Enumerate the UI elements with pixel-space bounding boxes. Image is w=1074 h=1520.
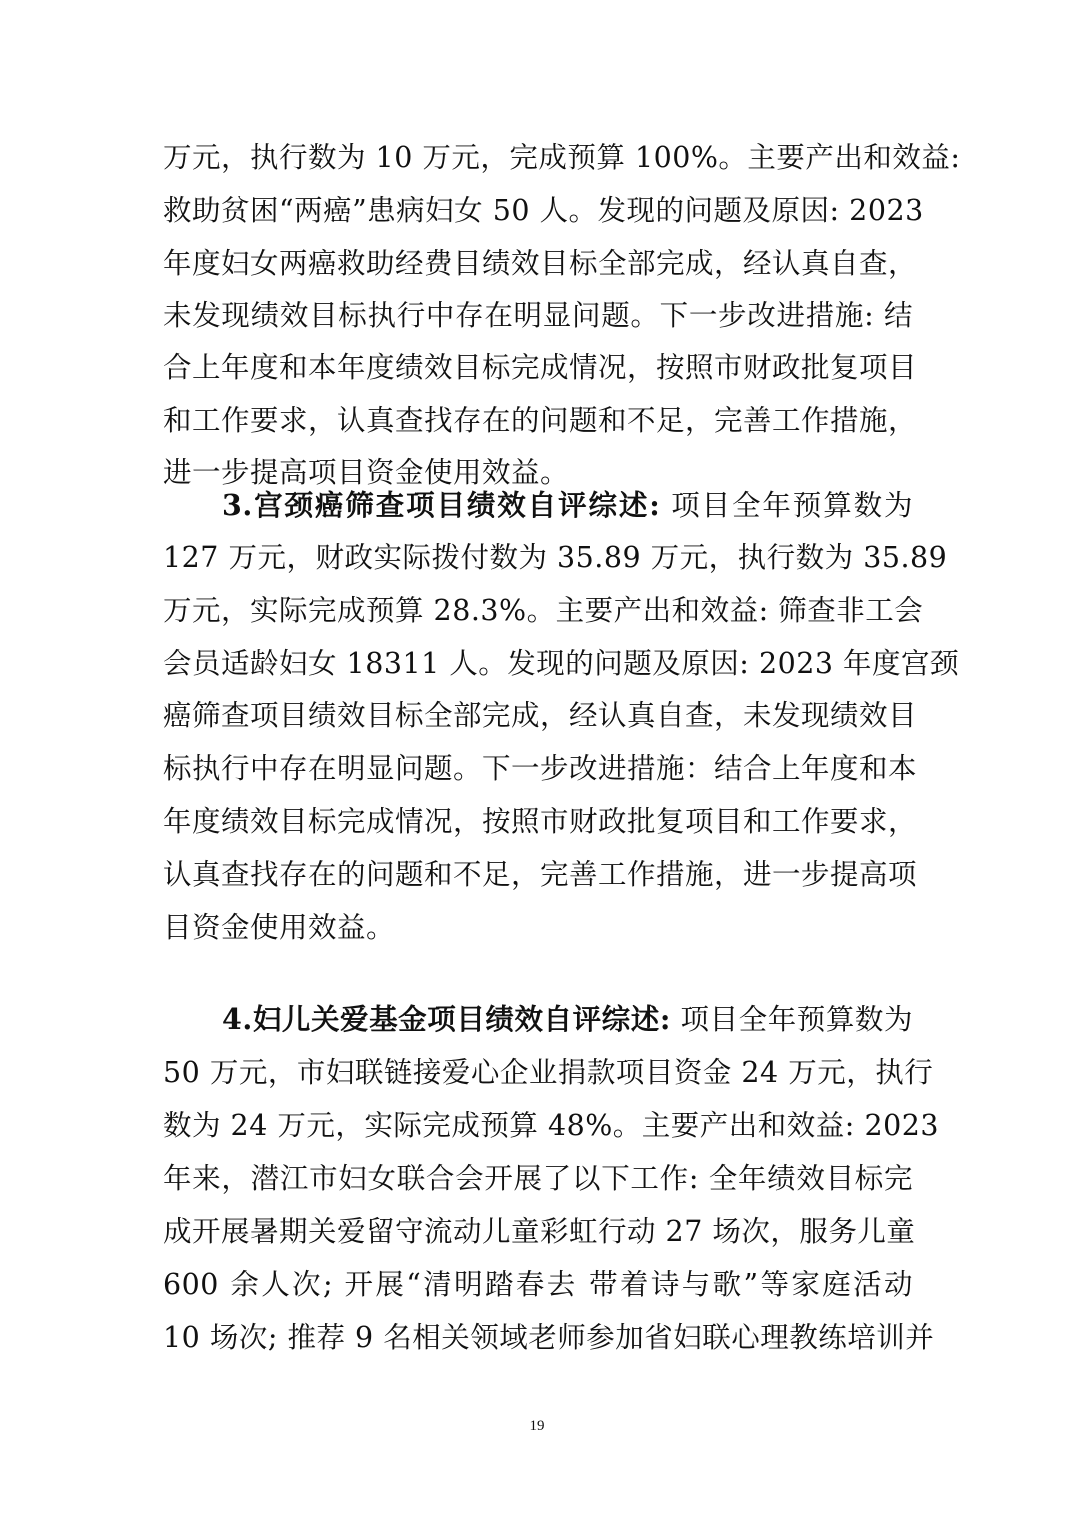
paragraph-line: 600 余人次; 开展“清明踏春去 带着诗与歌”等家庭活动 — [163, 1268, 913, 1301]
paragraph-line: 年来，潜江市妇女联合会开展了以下工作: 全年绩效目标完 — [163, 1162, 913, 1195]
paragraph-line: 年度妇女两癌救助经费目绩效目标全部完成，经认真自查， — [163, 247, 918, 280]
section-4-first-line — [222, 994, 913, 1044]
paragraph-line: 50 万元，市妇联链接爱心企业捐款项目资金 24 万元，执行 — [163, 1056, 934, 1089]
paragraph-line: 10 场次; 推荐 9 名相关领域老师参加省妇联心理教练培训并 — [163, 1321, 935, 1354]
paragraph-line: 标执行中存在明显问题。下一步改进措施：结合上年度和本 — [163, 752, 918, 785]
section-3-heading-rest: 项目全年预算数为 — [671, 489, 913, 522]
paragraph-line: 127 万元，财政实际拨付数为 35.89 万元，执行数为 35.89 — [163, 541, 948, 574]
paragraph-line: 数为 24 万元，实际完成预算 48%。主要产出和效益: 2023 — [163, 1109, 939, 1142]
paragraph-line: 成开展暑期关爱留守流动儿童彩虹行动 27 场次，服务儿童 — [163, 1215, 916, 1248]
page-number: 19 — [529, 1418, 545, 1434]
paragraph-line: 认真查找存在的问题和不足，完善工作措施，进一步提高项 — [163, 858, 918, 891]
paragraph-line: 未发现绩效目标执行中存在明显问题。下一步改进措施: 结 — [163, 299, 913, 332]
section-4-heading-rest: 项目全年预算数为 — [680, 1003, 914, 1036]
paragraph-line: 和工作要求，认真查找存在的问题和不足，完善工作措施， — [163, 404, 918, 437]
paragraph-line: 进一步提高项目资金使用效益。 — [163, 456, 570, 489]
paragraph-line: 万元，执行数为 10 万元，完成预算 100%。主要产出和效益: — [163, 141, 961, 174]
paragraph-line: 目资金使用效益。 — [163, 911, 396, 944]
paragraph-line: 癌筛查项目绩效目标全部完成，经认真自查，未发现绩效目 — [163, 699, 918, 732]
paragraph-line: 救助贫困“两癌”患病妇女 50 人。发现的问题及原因: 2023 — [163, 194, 924, 227]
section-3-first-line — [222, 480, 913, 530]
section-4-heading: 4.妇儿关爱基金项目绩效自评综述: — [222, 1002, 671, 1036]
paragraph-line: 年度绩效目标完成情况，按照市财政批复项目和工作要求， — [163, 805, 918, 838]
paragraph-line: 会员适龄妇女 18311 人。发现的问题及原因: 2023 年度宫颈 — [163, 647, 960, 680]
section-3-heading: 3.宫颈癌筛查项目绩效自评综述: — [222, 488, 661, 522]
paragraph-line: 万元，实际完成预算 28.3%。主要产出和效益: 筛查非工会 — [163, 594, 924, 627]
paragraph-line: 合上年度和本年度绩效目标完成情况，按照市财政批复项目 — [163, 351, 918, 384]
